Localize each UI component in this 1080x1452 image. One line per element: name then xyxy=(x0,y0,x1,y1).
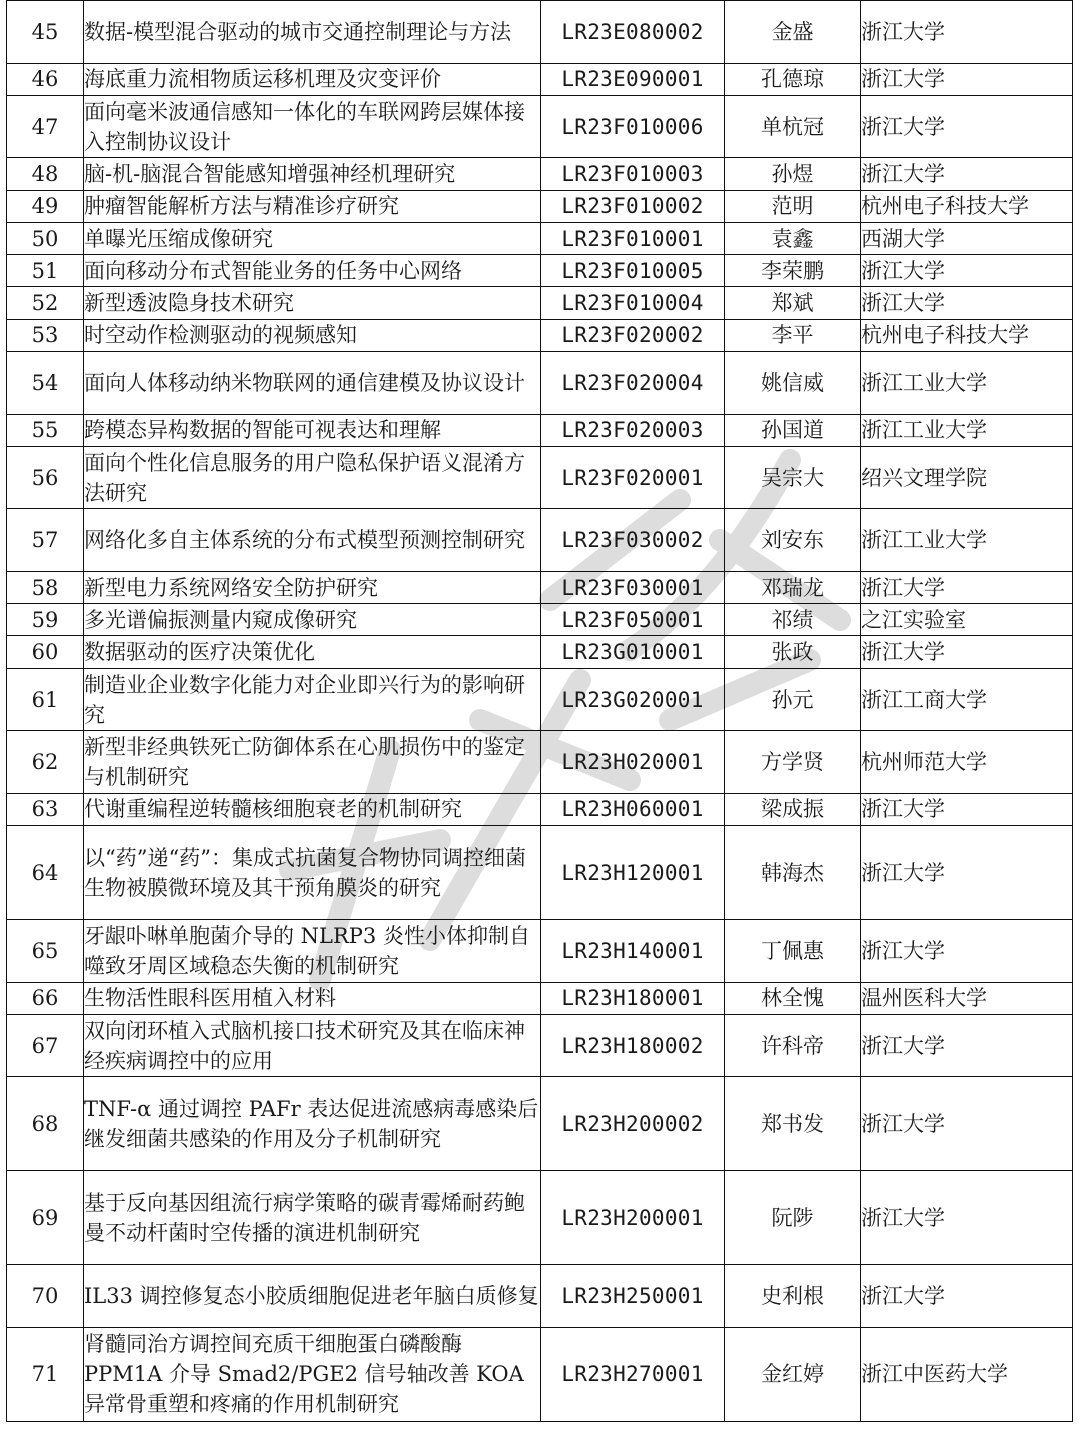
principal-investigator: 林全愧 xyxy=(725,982,861,1014)
project-code: LR23H020001 xyxy=(541,731,725,794)
principal-investigator: 刘安东 xyxy=(725,509,861,572)
project-title: 海底重力流相物质运移机理及灾变评价 xyxy=(84,63,541,95)
table-row xyxy=(7,352,1073,415)
project-code: LR23H250001 xyxy=(541,1265,725,1328)
table-row xyxy=(7,604,1073,636)
project-code: LR23E090001 xyxy=(541,63,725,95)
institution: 浙江大学 xyxy=(861,63,1073,95)
row-number: 50 xyxy=(7,222,84,254)
institution: 浙江大学 xyxy=(861,1,1073,64)
table-row xyxy=(7,1171,1073,1265)
principal-investigator: 金红婷 xyxy=(725,1327,861,1421)
project-code: LR23F010005 xyxy=(541,255,725,287)
project-title: 新型非经典铁死亡防御体系在心肌损伤中的鉴定与机制研究 xyxy=(84,731,541,794)
table-row xyxy=(7,826,1073,920)
principal-investigator: 张政 xyxy=(725,636,861,668)
institution: 浙江大学 xyxy=(861,826,1073,920)
principal-investigator: 许科帝 xyxy=(725,1014,861,1077)
institution: 浙江大学 xyxy=(861,571,1073,603)
principal-investigator: 袁鑫 xyxy=(725,222,861,254)
project-table-body xyxy=(7,1,1073,1422)
project-code: LR23F020002 xyxy=(541,319,725,351)
principal-investigator: 孙元 xyxy=(725,668,861,731)
institution: 浙江中医药大学 xyxy=(861,1327,1073,1421)
row-number: 49 xyxy=(7,190,84,222)
row-number: 57 xyxy=(7,509,84,572)
table-row xyxy=(7,446,1073,509)
table-row xyxy=(7,731,1073,794)
table-row xyxy=(7,668,1073,731)
principal-investigator: 祁绩 xyxy=(725,604,861,636)
project-code: LR23H180001 xyxy=(541,982,725,1014)
project-code: LR23F030002 xyxy=(541,509,725,572)
table-row xyxy=(7,1265,1073,1328)
project-title: 多光谱偏振测量内窥成像研究 xyxy=(84,604,541,636)
institution: 浙江工业大学 xyxy=(861,509,1073,572)
row-number: 56 xyxy=(7,446,84,509)
project-title: 面向移动分布式智能业务的任务中心网络 xyxy=(84,255,541,287)
institution: 浙江大学 xyxy=(861,1014,1073,1077)
project-code: LR23F010006 xyxy=(541,95,725,158)
project-code: LR23F030001 xyxy=(541,571,725,603)
institution: 浙江大学 xyxy=(861,255,1073,287)
table-row xyxy=(7,255,1073,287)
project-code: LR23H120001 xyxy=(541,826,725,920)
row-number: 45 xyxy=(7,1,84,64)
project-title: 以“药”递“药”：集成式抗菌复合物协同调控细菌生物被膜微环境及其干预角膜炎的研究 xyxy=(84,826,541,920)
principal-investigator: 孔德琼 xyxy=(725,63,861,95)
project-title: 网络化多自主体系统的分布式模型预测控制研究 xyxy=(84,509,541,572)
project-title: 面向个性化信息服务的用户隐私保护语义混淆方法研究 xyxy=(84,446,541,509)
row-number: 70 xyxy=(7,1265,84,1328)
table-row xyxy=(7,414,1073,446)
project-title: 数据驱动的医疗决策优化 xyxy=(84,636,541,668)
principal-investigator: 史利根 xyxy=(725,1265,861,1328)
project-title: 牙龈卟啉单胞菌介导的 NLRP3 炎性小体抑制自噬致牙周区域稳态失衡的机制研究 xyxy=(84,920,541,983)
project-code: LR23F010002 xyxy=(541,190,725,222)
institution: 浙江大学 xyxy=(861,1171,1073,1265)
project-code: LR23E080002 xyxy=(541,1,725,64)
table-row xyxy=(7,158,1073,190)
row-number: 59 xyxy=(7,604,84,636)
row-number: 64 xyxy=(7,826,84,920)
row-number: 71 xyxy=(7,1327,84,1421)
table-row xyxy=(7,319,1073,351)
project-title: 肾髓同治方调控间充质干细胞蛋白磷酸酶 PPM1A 介导 Smad2/PGE2 信号轴改善 KOA 异常骨重塑和疼痛的作用机制研究 xyxy=(84,1327,541,1421)
project-title: 制造业企业数字化能力对企业即兴行为的影响研究 xyxy=(84,668,541,731)
project-code: LR23H060001 xyxy=(541,793,725,825)
institution: 西湖大学 xyxy=(861,222,1073,254)
project-code: LR23F020003 xyxy=(541,414,725,446)
principal-investigator: 孙国道 xyxy=(725,414,861,446)
institution: 浙江工业大学 xyxy=(861,414,1073,446)
institution: 浙江工业大学 xyxy=(861,352,1073,415)
project-code: LR23H270001 xyxy=(541,1327,725,1421)
institution: 杭州电子科技大学 xyxy=(861,319,1073,351)
row-number: 62 xyxy=(7,731,84,794)
table-row xyxy=(7,1077,1073,1171)
row-number: 67 xyxy=(7,1014,84,1077)
table-row xyxy=(7,1014,1073,1077)
project-code: LR23F050001 xyxy=(541,604,725,636)
institution: 浙江大学 xyxy=(861,158,1073,190)
project-title: 基于反向基因组流行病学策略的碳青霉烯耐药鲍曼不动杆菌时空传播的演进机制研究 xyxy=(84,1171,541,1265)
project-title: 时空动作检测驱动的视频感知 xyxy=(84,319,541,351)
project-title: 新型透波隐身技术研究 xyxy=(84,287,541,319)
row-number: 58 xyxy=(7,571,84,603)
project-code: LR23H200001 xyxy=(541,1171,725,1265)
row-number: 47 xyxy=(7,95,84,158)
row-number: 55 xyxy=(7,414,84,446)
project-code: LR23G020001 xyxy=(541,668,725,731)
table-row xyxy=(7,63,1073,95)
principal-investigator: 邓瑞龙 xyxy=(725,571,861,603)
principal-investigator: 方学贤 xyxy=(725,731,861,794)
row-number: 68 xyxy=(7,1077,84,1171)
table-row xyxy=(7,222,1073,254)
project-title: 双向闭环植入式脑机接口技术研究及其在临床神经疾病调控中的应用 xyxy=(84,1014,541,1077)
project-title: IL33 调控修复态小胶质细胞促进老年脑白质修复 xyxy=(84,1265,541,1328)
principal-investigator: 李荣鹏 xyxy=(725,255,861,287)
table-row xyxy=(7,920,1073,983)
project-title: 单曝光压缩成像研究 xyxy=(84,222,541,254)
project-title: 面向人体移动纳米物联网的通信建模及协议设计 xyxy=(84,352,541,415)
table-row xyxy=(7,793,1073,825)
row-number: 46 xyxy=(7,63,84,95)
project-title: 新型电力系统网络安全防护研究 xyxy=(84,571,541,603)
table-row xyxy=(7,95,1073,158)
principal-investigator: 金盛 xyxy=(725,1,861,64)
project-title: 肿瘤智能解析方法与精准诊疗研究 xyxy=(84,190,541,222)
row-number: 66 xyxy=(7,982,84,1014)
table-row xyxy=(7,636,1073,668)
project-code: LR23H180002 xyxy=(541,1014,725,1077)
principal-investigator: 阮陟 xyxy=(725,1171,861,1265)
principal-investigator: 范明 xyxy=(725,190,861,222)
principal-investigator: 李平 xyxy=(725,319,861,351)
principal-investigator: 郑斌 xyxy=(725,287,861,319)
principal-investigator: 姚信威 xyxy=(725,352,861,415)
project-code: LR23F010003 xyxy=(541,158,725,190)
institution: 浙江工商大学 xyxy=(861,668,1073,731)
table-row xyxy=(7,509,1073,572)
institution: 浙江大学 xyxy=(861,793,1073,825)
project-title: TNF-α 通过调控 PAFr 表达促进流感病毒感染后继发细菌共感染的作用及分子机制研究 xyxy=(84,1077,541,1171)
project-title: 生物活性眼科医用植入材料 xyxy=(84,982,541,1014)
row-number: 60 xyxy=(7,636,84,668)
institution: 之江实验室 xyxy=(861,604,1073,636)
project-table xyxy=(6,0,1073,1422)
project-code: LR23F020004 xyxy=(541,352,725,415)
institution: 绍兴文理学院 xyxy=(861,446,1073,509)
project-code: LR23H140001 xyxy=(541,920,725,983)
institution: 温州医科大学 xyxy=(861,982,1073,1014)
institution: 浙江大学 xyxy=(861,636,1073,668)
project-code: LR23F010001 xyxy=(541,222,725,254)
principal-investigator: 单杭冠 xyxy=(725,95,861,158)
row-number: 51 xyxy=(7,255,84,287)
project-title: 代谢重编程逆转髓核细胞衰老的机制研究 xyxy=(84,793,541,825)
table-row xyxy=(7,287,1073,319)
row-number: 54 xyxy=(7,352,84,415)
row-number: 65 xyxy=(7,920,84,983)
row-number: 48 xyxy=(7,158,84,190)
institution: 杭州师范大学 xyxy=(861,731,1073,794)
principal-investigator: 孙煜 xyxy=(725,158,861,190)
project-code: LR23G010001 xyxy=(541,636,725,668)
project-title: 数据-模型混合驱动的城市交通控制理论与方法 xyxy=(84,1,541,64)
row-number: 63 xyxy=(7,793,84,825)
institution: 浙江大学 xyxy=(861,287,1073,319)
principal-investigator: 郑书发 xyxy=(725,1077,861,1171)
table-row xyxy=(7,1,1073,64)
institution: 杭州电子科技大学 xyxy=(861,190,1073,222)
institution: 浙江大学 xyxy=(861,1265,1073,1328)
institution: 浙江大学 xyxy=(861,95,1073,158)
project-title: 面向毫米波通信感知一体化的车联网跨层媒体接入控制协议设计 xyxy=(84,95,541,158)
row-number: 61 xyxy=(7,668,84,731)
principal-investigator: 韩海杰 xyxy=(725,826,861,920)
principal-investigator: 吴宗大 xyxy=(725,446,861,509)
table-row xyxy=(7,982,1073,1014)
institution: 浙江大学 xyxy=(861,1077,1073,1171)
principal-investigator: 丁佩惠 xyxy=(725,920,861,983)
project-title: 跨模态异构数据的智能可视表达和理解 xyxy=(84,414,541,446)
project-code: LR23F020001 xyxy=(541,446,725,509)
table-row xyxy=(7,190,1073,222)
row-number: 53 xyxy=(7,319,84,351)
table-row xyxy=(7,1327,1073,1421)
principal-investigator: 梁成振 xyxy=(725,793,861,825)
project-code: LR23F010004 xyxy=(541,287,725,319)
row-number: 52 xyxy=(7,287,84,319)
project-code: LR23H200002 xyxy=(541,1077,725,1171)
project-title: 脑-机-脑混合智能感知增强神经机理研究 xyxy=(84,158,541,190)
table-row xyxy=(7,571,1073,603)
row-number: 69 xyxy=(7,1171,84,1265)
institution: 浙江大学 xyxy=(861,920,1073,983)
